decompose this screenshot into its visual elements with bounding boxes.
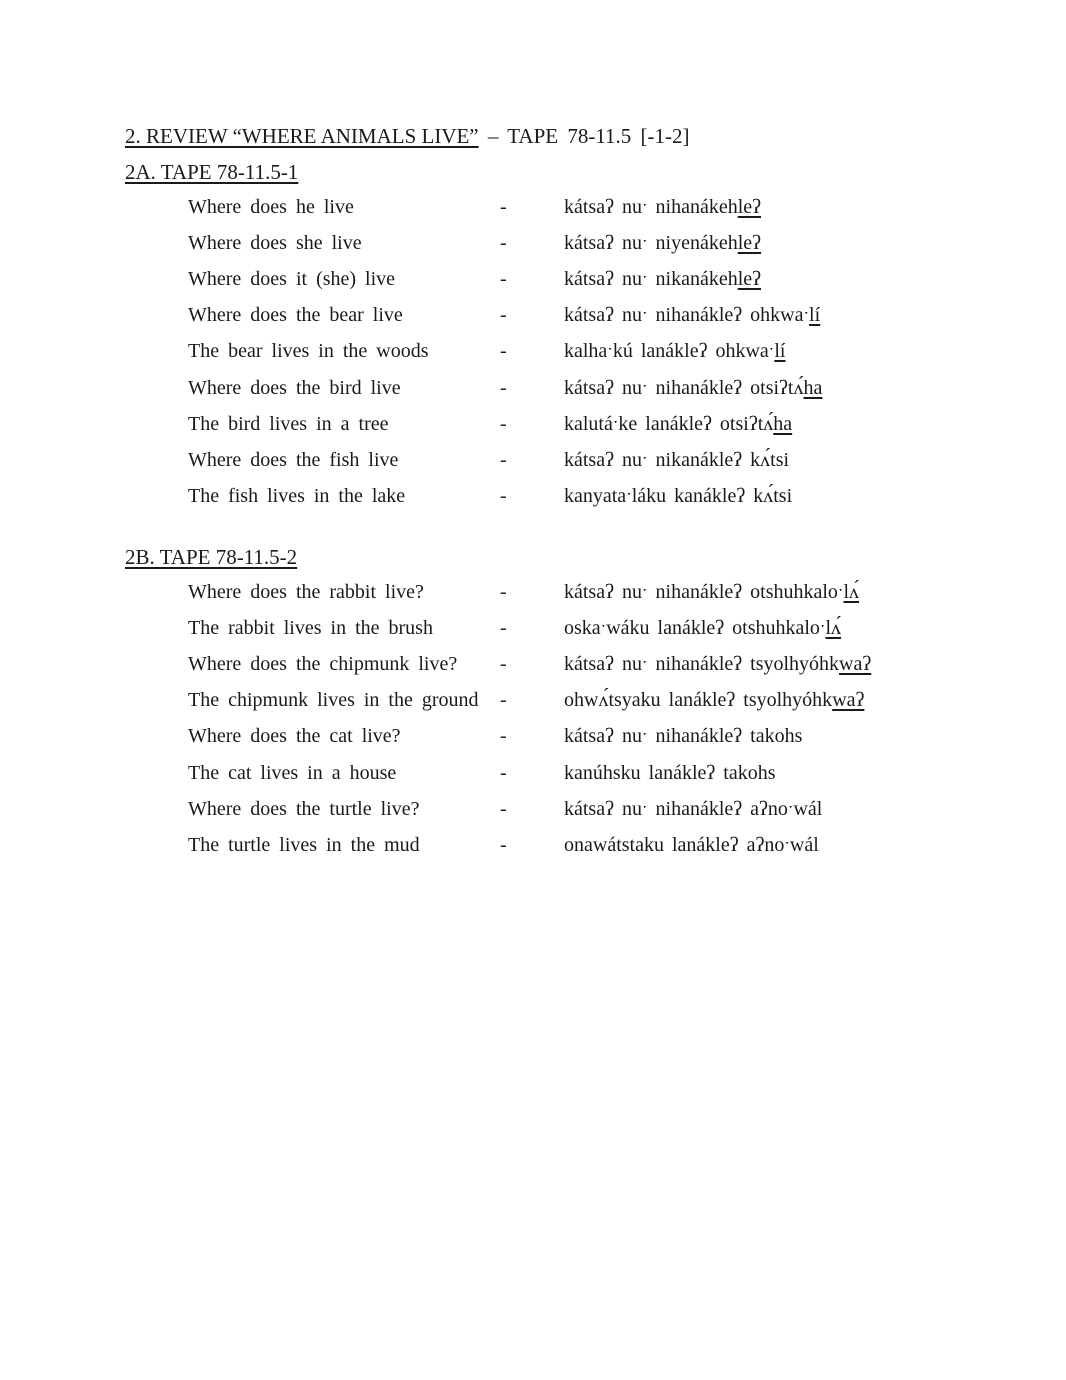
separator-dash: -: [500, 581, 507, 603]
english-phrase: Where does he live: [188, 196, 354, 218]
phrase-row: [0, 617, 1066, 647]
phrase-row: [0, 304, 1066, 334]
underlined-segment: waʔ: [832, 689, 865, 712]
phrase-row: [0, 232, 1066, 262]
phrase-row: [0, 689, 1066, 719]
text-segment: kátsaʔ nuˑ nihanákleʔ takohs: [564, 725, 803, 748]
english-phrase: Where does the fish live: [188, 448, 399, 471]
text-segment: kátsaʔ nuˑ nihanákleʔ otshuhkaloˑ: [564, 581, 844, 603]
oneida-translation: [564, 377, 822, 400]
section-heading: 2A. TAPE 78-11.5-1: [125, 160, 299, 184]
text-segment: ohwʌ́tsyaku lanákleʔ tsyolhyóhk: [564, 689, 833, 712]
phrase-row: [0, 377, 1066, 407]
english-phrase: The bear lives in the woods: [188, 340, 429, 363]
english-phrase: The turtle lives in the mud: [188, 833, 420, 856]
underlined-segment: leʔ: [737, 268, 762, 291]
page-title: [125, 124, 690, 149]
english-phrase: The cat lives in a house: [188, 761, 397, 784]
underlined-segment: leʔ: [737, 196, 762, 218]
separator-dash: -: [500, 196, 507, 218]
separator-dash: -: [500, 833, 507, 856]
separator-dash: -: [500, 232, 507, 255]
underlined-segment: lí: [774, 340, 786, 363]
underlined-segment: lí: [809, 304, 821, 327]
oneida-translation: [564, 762, 776, 785]
oneida-translation: [564, 581, 859, 604]
underlined-segment: lʌ́: [825, 617, 842, 640]
underlined-segment: waʔ: [839, 653, 872, 676]
text-segment: kátsaʔ nuˑ nihanákleʔ aʔnoˑwál: [564, 797, 823, 820]
text-segment: kátsaʔ nuˑ niyenákeh: [564, 232, 738, 255]
separator-dash: -: [500, 797, 507, 820]
phrase-row: [0, 725, 1066, 755]
english-phrase: The fish lives in the lake: [188, 484, 406, 507]
text-segment: kalutáˑke lanákleʔ otsiʔtʌ́: [564, 412, 774, 435]
text-segment: kátsaʔ nuˑ nikanákeh: [564, 268, 738, 291]
oneida-translation: [564, 340, 786, 363]
english-phrase: Where does she live: [188, 232, 362, 255]
text-segment: kanyataˑláku kanákleʔ kʌ́tsi: [564, 484, 793, 507]
separator-dash: -: [500, 376, 507, 399]
oneida-translation: [564, 834, 819, 857]
oneida-translation: [564, 268, 761, 291]
phrase-row: [0, 413, 1066, 443]
separator-dash: -: [500, 268, 507, 291]
english-phrase: Where does it (she) live: [188, 268, 396, 291]
oneida-translation: [564, 725, 802, 748]
english-phrase: Where does the bird live: [188, 376, 401, 399]
english-phrase: Where does the bear live: [188, 304, 403, 327]
text-segment: oskaˑwáku lanákleʔ otshuhkaloˑ: [564, 617, 826, 640]
phrase-row: [0, 485, 1066, 515]
separator-dash: -: [500, 653, 507, 676]
page-title-tape: – TAPE 78-11.5 [-1-2]: [478, 124, 690, 148]
text-segment: kanúhsku lanákleʔ takohs: [564, 761, 776, 784]
separator-dash: -: [500, 689, 507, 712]
text-segment: kátsaʔ nuˑ nikanákleʔ kʌ́tsi: [564, 448, 790, 471]
separator-dash: -: [500, 617, 507, 640]
oneida-translation: [564, 232, 761, 255]
phrase-row: [0, 340, 1066, 370]
separator-dash: -: [500, 412, 507, 435]
oneida-translation: [564, 304, 820, 327]
separator-dash: -: [500, 448, 507, 471]
text-segment: kátsaʔ nuˑ nihanákleʔ ohkwaˑ: [564, 304, 810, 327]
oneida-translation: [564, 196, 761, 219]
phrase-row: [0, 449, 1066, 479]
oneida-translation: [564, 617, 841, 640]
oneida-translation: [564, 689, 864, 712]
english-phrase: Where does the chipmunk live?: [188, 653, 458, 676]
phrase-row: [0, 762, 1066, 792]
english-phrase: The bird lives in a tree: [188, 412, 389, 435]
oneida-translation: [564, 485, 792, 508]
underlined-segment: lʌ́: [843, 581, 860, 603]
phrase-row: [0, 268, 1066, 298]
english-phrase: Where does the rabbit live?: [188, 581, 424, 603]
separator-dash: -: [500, 304, 507, 327]
text-segment: kalhaˑkú lanákleʔ ohkwaˑ: [564, 340, 775, 363]
text-segment: onawátstaku lanákleʔ aʔnoˑwál: [564, 833, 819, 856]
phrase-row: [0, 834, 1066, 864]
english-phrase: The chipmunk lives in the ground: [188, 689, 479, 712]
section-heading: 2B. TAPE 78-11.5-2: [125, 545, 298, 569]
phrase-row: [0, 581, 1066, 611]
phrase-row: [0, 798, 1066, 828]
underlined-segment: leʔ: [737, 232, 762, 255]
oneida-translation: [564, 653, 871, 676]
page-title-main: 2. REVIEW “WHERE ANIMALS LIVE”: [125, 124, 479, 148]
separator-dash: -: [500, 340, 507, 363]
text-segment: kátsaʔ nuˑ nihanákleʔ otsiʔtʌ́: [564, 376, 804, 399]
oneida-translation: [564, 798, 822, 821]
text-segment: kátsaʔ nuˑ nihanákleʔ tsyolhyóhk: [564, 653, 840, 676]
text-segment: kátsaʔ nuˑ nihanákeh: [564, 196, 738, 218]
phrase-row: [0, 196, 1066, 226]
oneida-translation: [564, 413, 792, 436]
separator-dash: -: [500, 725, 507, 748]
separator-dash: -: [500, 761, 507, 784]
phrase-row: [0, 653, 1066, 683]
english-phrase: The rabbit lives in the brush: [188, 617, 433, 640]
english-phrase: Where does the turtle live?: [188, 797, 420, 820]
underlined-segment: ha: [773, 412, 793, 435]
english-phrase: Where does the cat live?: [188, 725, 401, 748]
separator-dash: -: [500, 484, 507, 507]
underlined-segment: ha: [803, 376, 823, 399]
oneida-translation: [564, 449, 789, 472]
